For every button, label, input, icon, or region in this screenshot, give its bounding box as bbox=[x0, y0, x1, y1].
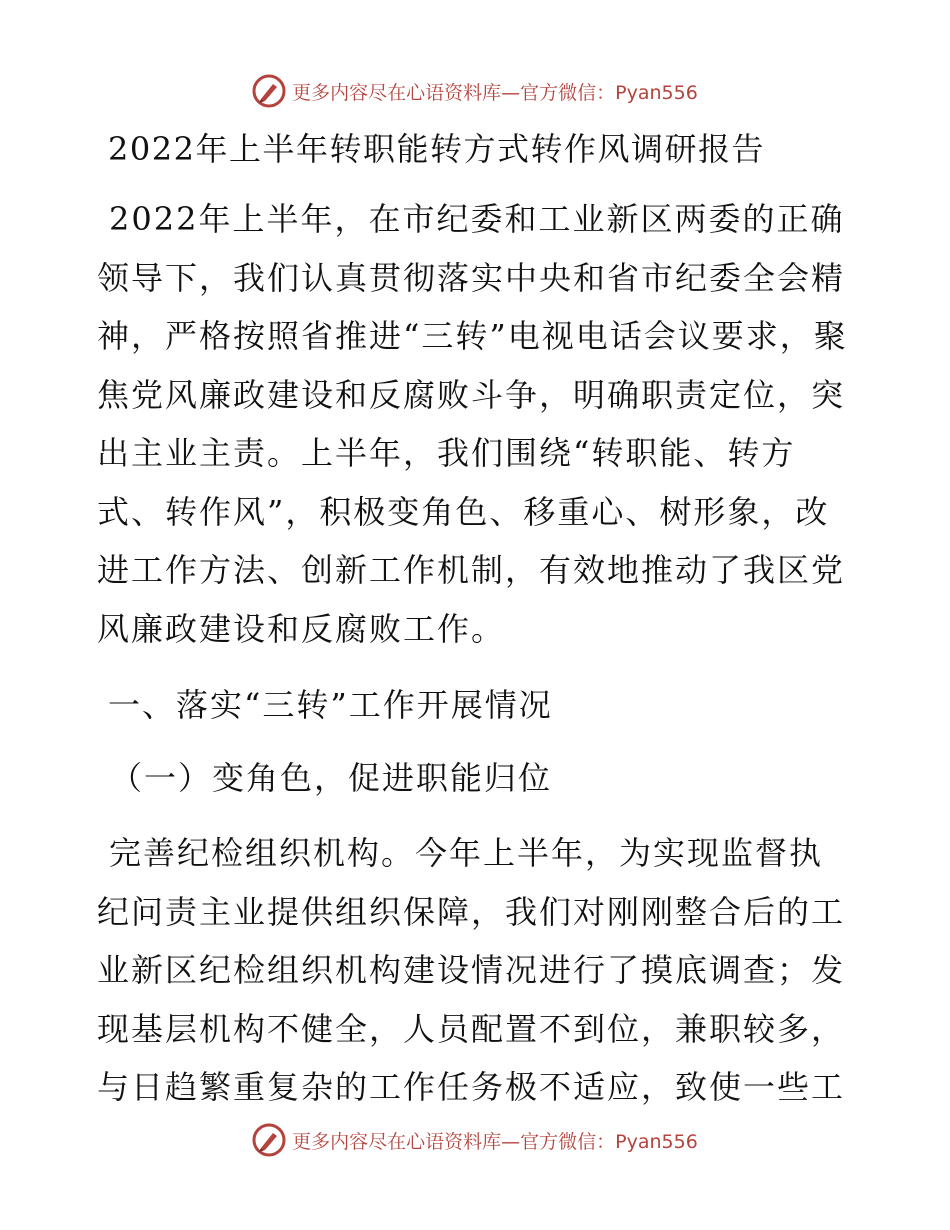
document-title: 2022年上半年转职能转方式转作风调研报告 bbox=[108, 130, 765, 168]
watermark-text: 更多内容尽在心语资料库—官方微信：Pyan556 bbox=[292, 81, 698, 104]
watermark-banner-top bbox=[0, 71, 950, 111]
subsection-heading: （一）变角色，促进职能归位 bbox=[110, 759, 553, 797]
pen-logo-icon bbox=[252, 1123, 286, 1157]
watermark-banner-bottom bbox=[0, 1120, 950, 1160]
paragraph-body: 完善纪检组织机构。今年上半年，为实现监督执纪问责主业提供组织保障，我们对刚刚整合后的工业新区纪检组织机构建设情况进行了摸底调查；发现基层机构不健全，人员配置不到位，兼职较多，与日趋繁重复杂的工作任务极不适应，致使一些工 bbox=[97, 834, 846, 1106]
watermark-text: 更多内容尽在心语资料库—官方微信：Pyan556 bbox=[292, 1130, 698, 1153]
section-heading: 一、落实“三转”工作开展情况 bbox=[108, 686, 553, 724]
paragraph-intro: 2022年上半年，在市纪委和工业新区两委的正确领导下，我们认真贯彻落实中央和省市纪委全会精神，严格按照省推进“三转”电视电话会议要求，聚焦党风廉政建设和反腐败斗争，明确职责定位，突出主业主责。上半年，我们围绕“转职能、转方式、转作风”，积极变角色、移重心、树形象，改进工作方法、创新工作机制，有效地推动了我区党风廉政建设和反腐败工作。 bbox=[97, 200, 848, 648]
pen-logo-icon bbox=[252, 74, 286, 108]
